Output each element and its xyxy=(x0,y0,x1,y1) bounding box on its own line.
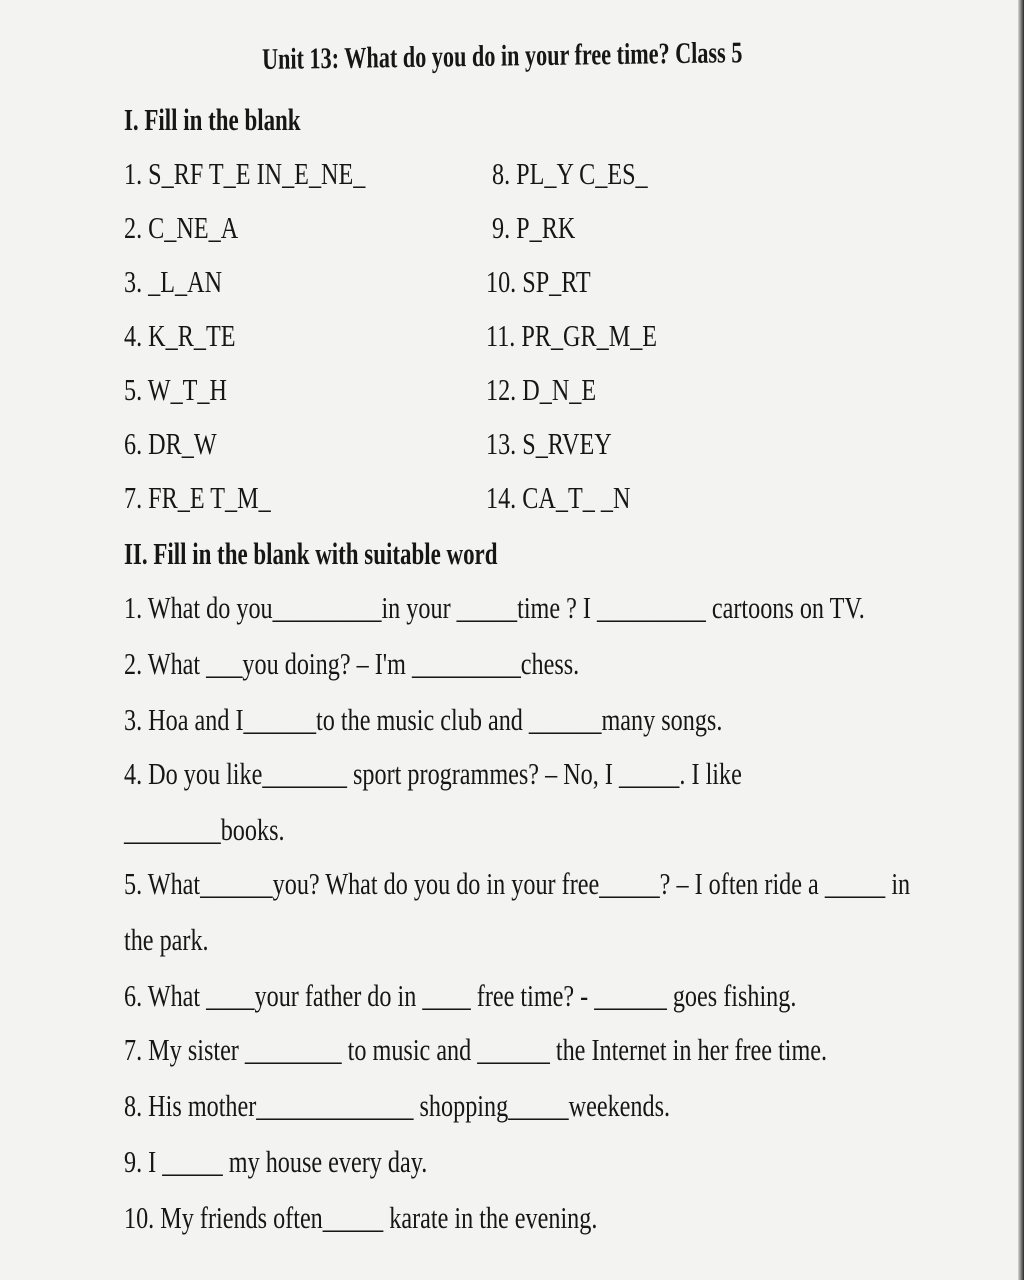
page-edge-shadow xyxy=(1018,0,1024,1280)
exercise-1-item: 12. D_N_E xyxy=(486,372,597,407)
exercise-2-line: 8. His mother_____________ shopping_____weekends. xyxy=(124,1088,671,1123)
exercise-1-item: 8. PL_Y C_ES_ xyxy=(492,156,648,191)
exercise-2-line: 5. What______you? What do you do in your free_____? – I often ride a _____ in xyxy=(124,866,911,901)
exercise-1-item: 13. S_RVEY xyxy=(486,426,612,461)
section-1-heading: I. Fill in the blank xyxy=(124,102,301,137)
exercise-1-item: 4. K_R_TE xyxy=(124,318,236,353)
exercise-2-line: 9. I _____ my house every day. xyxy=(124,1144,428,1179)
exercise-1-item: 7. FR_E T_M_ xyxy=(124,480,271,515)
exercise-1-item: 6. DR_W xyxy=(124,426,217,461)
exercise-2-line: 6. What ____your father do in ____ free time? - ______ goes fishing. xyxy=(124,978,797,1013)
exercise-2-line: 4. Do you like_______ sport programmes? – No, I _____. I like xyxy=(124,756,742,791)
exercise-2-line: 7. My sister ________ to music and ______ the Internet in her free time. xyxy=(124,1032,828,1067)
exercise-2-line: 10. My friends often_____ karate in the evening. xyxy=(124,1200,598,1235)
exercise-2-line: ________books. xyxy=(124,812,285,847)
exercise-2-line: 1. What do you_________in your _____time ? I _________ cartoons on TV. xyxy=(124,590,865,625)
exercise-1-item: 9. P_RK xyxy=(492,210,576,245)
section-2-heading: II. Fill in the blank with suitable word xyxy=(124,536,498,571)
exercise-1-item: 5. W_T_H xyxy=(124,372,227,407)
exercise-2-line: 3. Hoa and I______to the music club and ______many songs. xyxy=(124,702,723,737)
exercise-2-line: 2. What ___you doing? – I'm _________chess. xyxy=(124,646,580,681)
exercise-1-item: 2. C_NE_A xyxy=(124,210,239,245)
exercise-1-item: 14. CA_T_ _N xyxy=(486,480,631,515)
exercise-1-item: 3. _L_AN xyxy=(124,264,223,299)
exercise-2-line: the park. xyxy=(124,922,209,957)
exercise-1-item: 10. SP_RT xyxy=(486,264,591,299)
page-title: Unit 13: What do you do in your free time? Class 5 xyxy=(261,36,743,76)
exercise-1-item: 11. PR_GR_M_E xyxy=(486,318,658,353)
exercise-1-item: 1. S_RF T_E IN_E_NE_ xyxy=(124,156,366,191)
